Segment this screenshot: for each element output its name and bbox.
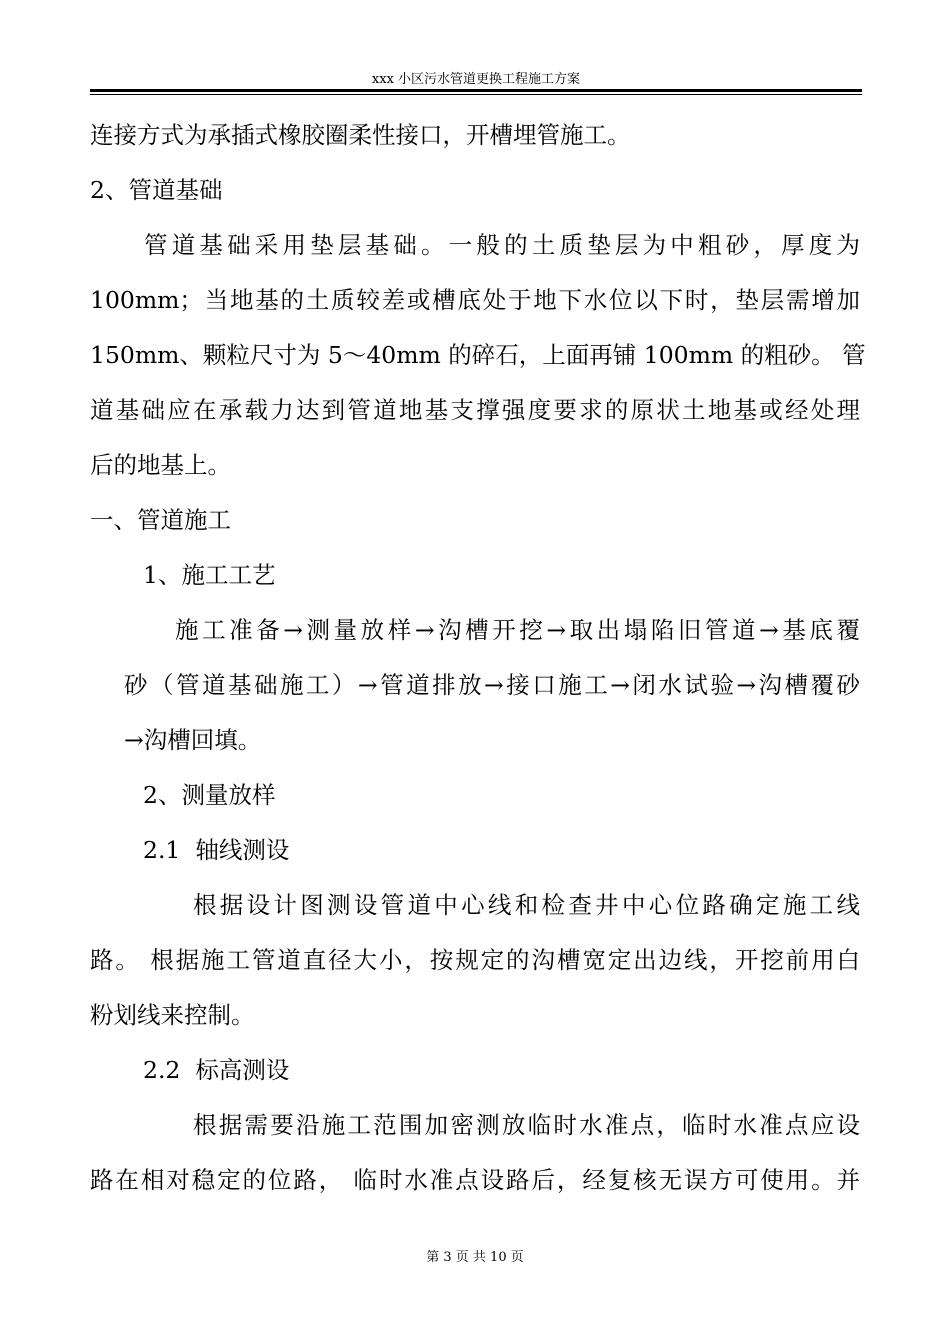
body-line-20: 路在相对稳定的位路， 临时水准点设路后，经复核无误方可使用。并 bbox=[90, 1166, 860, 1194]
process-flow-line-1: 施工准备→测量放样→沟槽开挖→取出塌陷旧管道→基底覆 bbox=[175, 616, 860, 644]
body-line-16: 路。 根据施工管道直径大小，按规定的沟槽宽定出边线，开挖前用白 bbox=[90, 946, 860, 974]
section-heading-survey: 2、测量放样 bbox=[143, 781, 276, 809]
chapter-heading-pipe-construction: 一、管道施工 bbox=[90, 506, 231, 534]
body-line-4: 100mm；当地基的土质较差或槽底处于地下水位以下时，垫层需增加 bbox=[90, 286, 860, 314]
body-line-15: 根据设计图测设管道中心线和检查井中心位路确定施工线 bbox=[193, 891, 860, 919]
header-rule-thin bbox=[90, 94, 862, 95]
process-flow-line-2: 砂（管道基础施工）→管道排放→接口施工→闭水试验→沟槽覆砂 bbox=[124, 671, 860, 699]
body-line-19: 根据需要沿施工范围加密测放临时水准点，临时水准点应设 bbox=[193, 1111, 860, 1139]
body-line-6: 道基础应在承载力达到管道地基支撑强度要求的原状土地基或经处理 bbox=[90, 396, 860, 424]
body-line-1: 连接方式为承插式橡胶圈柔性接口，开槽埋管施工。 bbox=[90, 121, 631, 149]
header-rule-thick bbox=[90, 89, 862, 92]
section-heading-foundation: 2、管道基础 bbox=[90, 176, 223, 204]
body-line-17: 粉划线来控制。 bbox=[90, 1001, 255, 1029]
process-flow-line-3: →沟槽回填。 bbox=[124, 726, 262, 754]
page-footer: 第 3 页 共 10 页 bbox=[426, 1250, 524, 1265]
section-heading-process: 1、施工工艺 bbox=[143, 561, 276, 589]
body-line-7: 后的地基上。 bbox=[90, 451, 231, 479]
subsection-heading-axis: 2.1 轴线测设 bbox=[143, 836, 290, 864]
body-line-5: 150mm、颗粒尺寸为 5～40mm 的碎石，上面再铺 100mm 的粗砂。 管 bbox=[90, 341, 866, 369]
page-header: xxx 小区污水管道更换工程施工方案 bbox=[371, 72, 581, 87]
body-line-3: 管道基础采用垫层基础。一般的土质垫层为中粗砂，厚度为 bbox=[144, 231, 860, 259]
subsection-heading-elevation: 2.2 标高测设 bbox=[143, 1056, 290, 1084]
